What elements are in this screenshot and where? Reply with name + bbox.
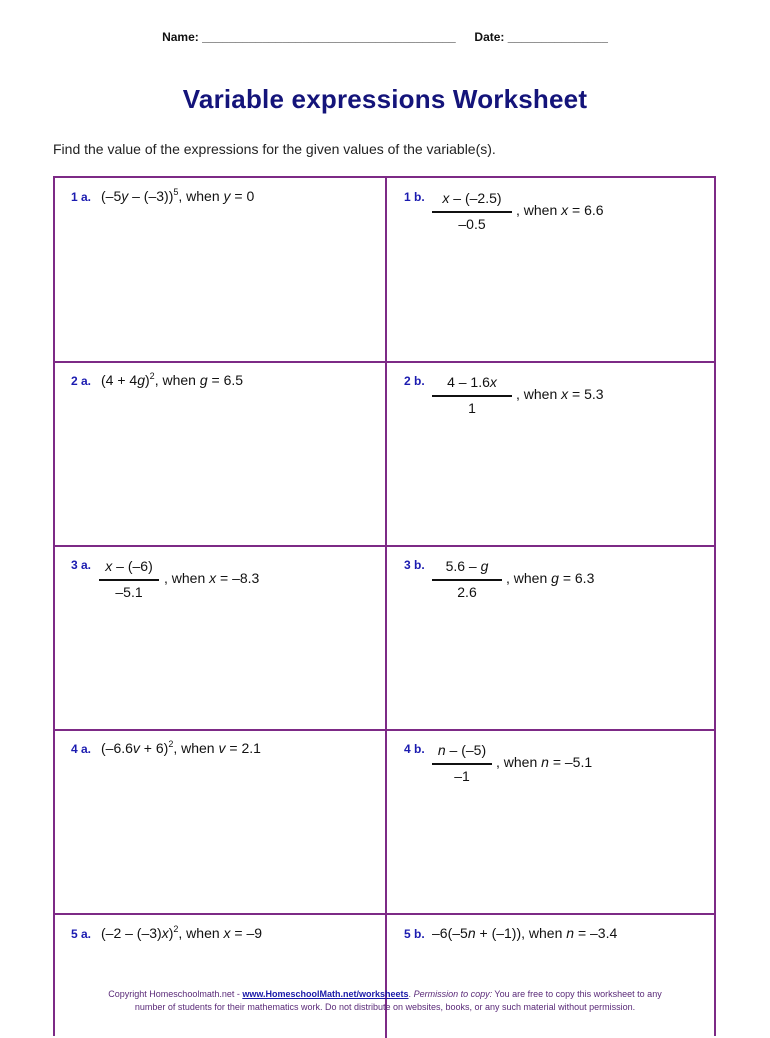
problem-number: 1 b. (404, 190, 425, 204)
numerator: n – (–5) (437, 742, 487, 758)
expression: (–5y – (–3))$^5$, when y = 0 (101, 187, 255, 204)
numerator: 4 – 1.6x (447, 374, 497, 390)
expression: (–2 – (–3)x)$^2$, when x = –9 (101, 924, 263, 941)
copyright-footer (0, 988, 770, 1014)
denominator: –5.1 (115, 584, 143, 600)
problem-number: 2 b. (404, 374, 425, 388)
denominator: –0.5 (458, 216, 486, 232)
name-label: Name: (162, 30, 199, 44)
condition: , when n = –5.1 (496, 754, 593, 770)
grid-divider-row-1 (55, 361, 714, 363)
instructions: Find the value of the expressions for the given values of the variable(s). (53, 141, 496, 157)
fraction-bar (99, 579, 159, 581)
problem-number: 3 b. (404, 558, 425, 572)
condition: , when x = –8.3 (164, 570, 260, 586)
fraction-bar (432, 395, 512, 397)
problem-number: 1 a. (71, 190, 92, 204)
problem-number: 4 b. (404, 742, 425, 756)
footer-line-2: number of students for their mathematics work. Do not distribute on websites, books, or any such material without permission. (134, 1002, 636, 1012)
expression: $(-6.6v + 6)^2$, when v = 2.1 (101, 739, 261, 756)
condition: , when x = 5.3 (516, 386, 604, 402)
grid-divider-row-4 (55, 913, 714, 915)
name-date-header (0, 30, 770, 44)
numerator: 5.6 – g (445, 558, 489, 574)
fraction-bar (432, 579, 502, 581)
grid-divider-vertical (385, 178, 387, 1038)
numerator: x – (–6) (105, 558, 153, 574)
fraction-bar (432, 211, 512, 213)
worksheet-title: Variable expressions Worksheet (182, 84, 588, 114)
denominator: –1 (454, 768, 470, 784)
date-line: _______________ (507, 30, 608, 44)
problem-number: 5 a. (71, 927, 92, 941)
footer-line-1: Copyright Homeschoolmath.net - www.HomeschoolMath.net/worksheets. Permission to copy: You are free to copy this worksheet to any (108, 989, 662, 999)
problem-number: 4 a. (71, 742, 92, 756)
grid-divider-row-2 (55, 545, 714, 547)
problem-number: 5 b. (404, 927, 425, 941)
expression: –6(–5n + (–1)), when n = –3.4 (432, 925, 618, 941)
condition: , when g = 6.3 (506, 570, 595, 586)
grid-divider-row-3 (55, 729, 714, 731)
problem-number: 3 a. (71, 558, 92, 572)
numerator: x – (–2.5) (442, 190, 502, 206)
denominator: 1 (468, 400, 476, 416)
homeschoolmath-link[interactable]: www.HomeschoolMath.net/worksheets (242, 989, 409, 999)
problem-number: 2 a. (71, 374, 92, 388)
name-line: ______________________________________ (202, 30, 456, 44)
denominator: 2.6 (457, 584, 477, 600)
expression: $(4 + 4g)^2$, when g = 6.5 (101, 371, 244, 388)
condition: , when x = 6.6 (516, 202, 604, 218)
fraction-bar (432, 763, 492, 765)
problem-grid (53, 176, 716, 1036)
date-label: Date: (474, 30, 505, 44)
